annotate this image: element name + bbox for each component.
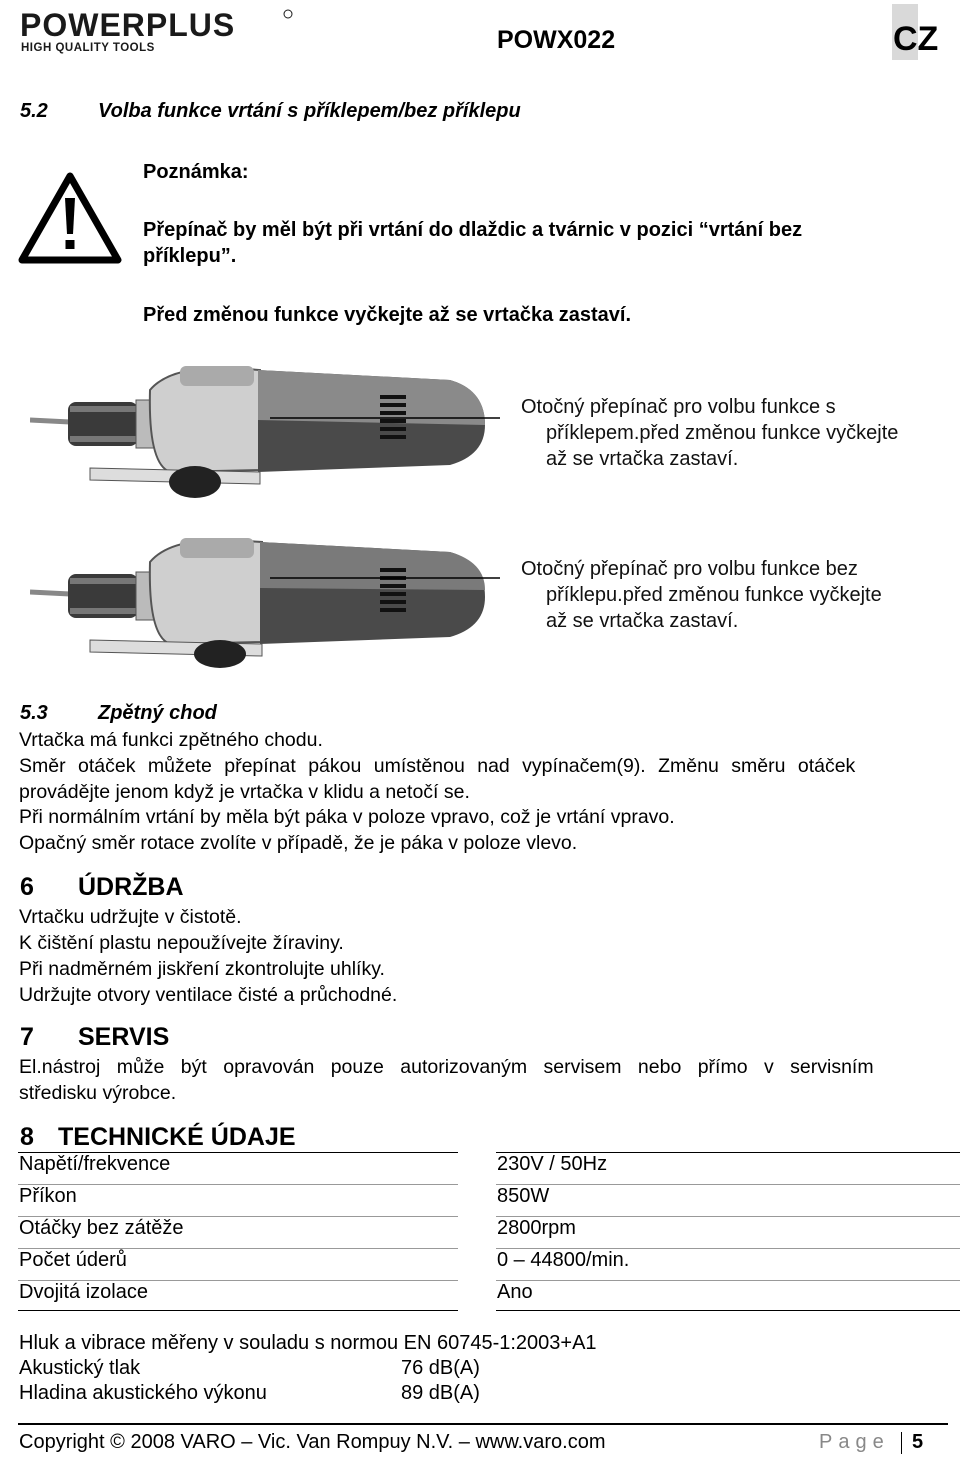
drill-image-no-hammer (30, 530, 500, 675)
caption-1-line-2: příklepem.před změnou funkce vyčkejte (546, 422, 899, 444)
tech-row (18, 1184, 960, 1216)
language-code: CZ (893, 20, 939, 58)
tech-row (18, 1152, 960, 1184)
tech-row-value: Ano (497, 1281, 533, 1303)
caption-1-line-1: Otočný přepínač pro volbu funkce s (521, 396, 836, 418)
tech-row-label: Napětí/frekvence (19, 1153, 171, 1175)
noise-label-1: Akustický tlak (19, 1357, 141, 1379)
section-6-number: 6 (20, 873, 34, 901)
noise-value-2: 89 dB(A) (401, 1382, 480, 1404)
section-5-3-line-4: Při normálním vrtání by měla být páka v poloze vpravo, což je vrtání vpravo. (19, 806, 675, 828)
section-5-3-line-3: provádějte jenom když je vrtačka v klidu a netočí se. (19, 781, 470, 803)
section-6-title: ÚDRŽBA (78, 873, 184, 901)
note-line-3: Před změnou funkce vyčkejte až se vrtačka zastaví. (143, 304, 632, 326)
tech-row-value: 850W (497, 1185, 550, 1207)
section-6-line-2: K čištění plastu nepoužívejte žíraviny. (19, 932, 344, 954)
tech-row-label: Počet úderů (19, 1249, 127, 1271)
section-5-2-title: Volba funkce vrtání s příklepem/bez příklepu (98, 100, 521, 122)
noise-label-2: Hladina akustického výkonu (19, 1382, 267, 1404)
section-5-2-number: 5.2 (20, 100, 48, 122)
noise-title: Hluk a vibrace měřeny v souladu s normou EN 60745-1:2003+A1 (19, 1332, 597, 1354)
section-5-3-line-2: Směr otáček můžete přepínat pákou umístěnou nad vypínačem(9). Změnu směru otáček (19, 755, 856, 777)
tech-row-label: Příkon (19, 1185, 77, 1207)
brand-tagline: HIGH QUALITY TOOLS (21, 42, 155, 54)
footer-page-divider (901, 1432, 902, 1454)
section-5-3-number: 5.3 (20, 702, 48, 724)
brand-name: POWERPLUS (20, 7, 236, 43)
tech-row-value: 230V / 50Hz (497, 1153, 608, 1175)
section-5-3-line-1: Vrtačka má funkci zpětného chodu. (19, 729, 323, 751)
model-number: POWX022 (497, 26, 616, 54)
tech-row (18, 1280, 960, 1314)
section-6-line-1: Vrtačku udržujte v čistotě. (19, 906, 242, 928)
warning-triangle-icon (18, 172, 122, 269)
section-7-line-1: El.nástroj může být opravován pouze autorizovaným servisem nebo přímo v servisním (19, 1056, 874, 1078)
tech-row (18, 1248, 960, 1280)
section-7-title: SERVIS (78, 1023, 170, 1051)
footer-copyright: Copyright © 2008 VARO – Vic. Van Rompuy N.V. – www.varo.com (19, 1431, 606, 1453)
caption-2-line-3: až se vrtačka zastaví. (546, 610, 739, 632)
section-8-number: 8 (20, 1123, 34, 1151)
caption-2-line-1: Otočný přepínač pro volbu funkce bez (521, 558, 858, 580)
tech-row-value: 2800rpm (497, 1217, 576, 1239)
tech-row-label: Otáčky bez zátěže (19, 1217, 184, 1239)
note-line-2: příklepu”. (143, 245, 237, 267)
section-6-line-4: Udržujte otvory ventilace čisté a průchodné. (19, 984, 398, 1006)
tech-row-label: Dvojitá izolace (19, 1281, 148, 1303)
section-7-line-2: středisku výrobce. (19, 1082, 177, 1104)
drill-image-hammer (30, 360, 500, 505)
footer-page-number: 5 (912, 1431, 924, 1453)
section-6-line-3: Při nadměrném jiskření zkontrolujte uhlíky. (19, 958, 385, 980)
footer-page-label: Page (819, 1431, 890, 1453)
note-line-1: Přepínač by měl být při vrtání do dlaždic a tvárnic v pozici “vrtání bez (143, 219, 803, 241)
section-8-title: TECHNICKÉ ÚDAJE (58, 1123, 296, 1151)
caption-1-line-3: až se vrtačka zastaví. (546, 448, 739, 470)
noise-value-1: 76 dB(A) (401, 1357, 480, 1379)
section-5-3-title: Zpětný chod (98, 702, 217, 724)
section-5-3-line-5: Opačný směr rotace zvolíte v případě, že je páka v poloze vlevo. (19, 832, 578, 854)
tech-row (18, 1216, 960, 1248)
brand-logo (20, 6, 300, 54)
section-7-number: 7 (20, 1023, 34, 1051)
footer-rule (18, 1423, 948, 1425)
tech-row-value: 0 – 44800/min. (497, 1249, 630, 1271)
note-label: Poznámka: (143, 161, 249, 183)
caption-2-line-2: příklepu.před změnou funkce vyčkejte (546, 584, 882, 606)
tech-specs-table (18, 1152, 960, 1314)
